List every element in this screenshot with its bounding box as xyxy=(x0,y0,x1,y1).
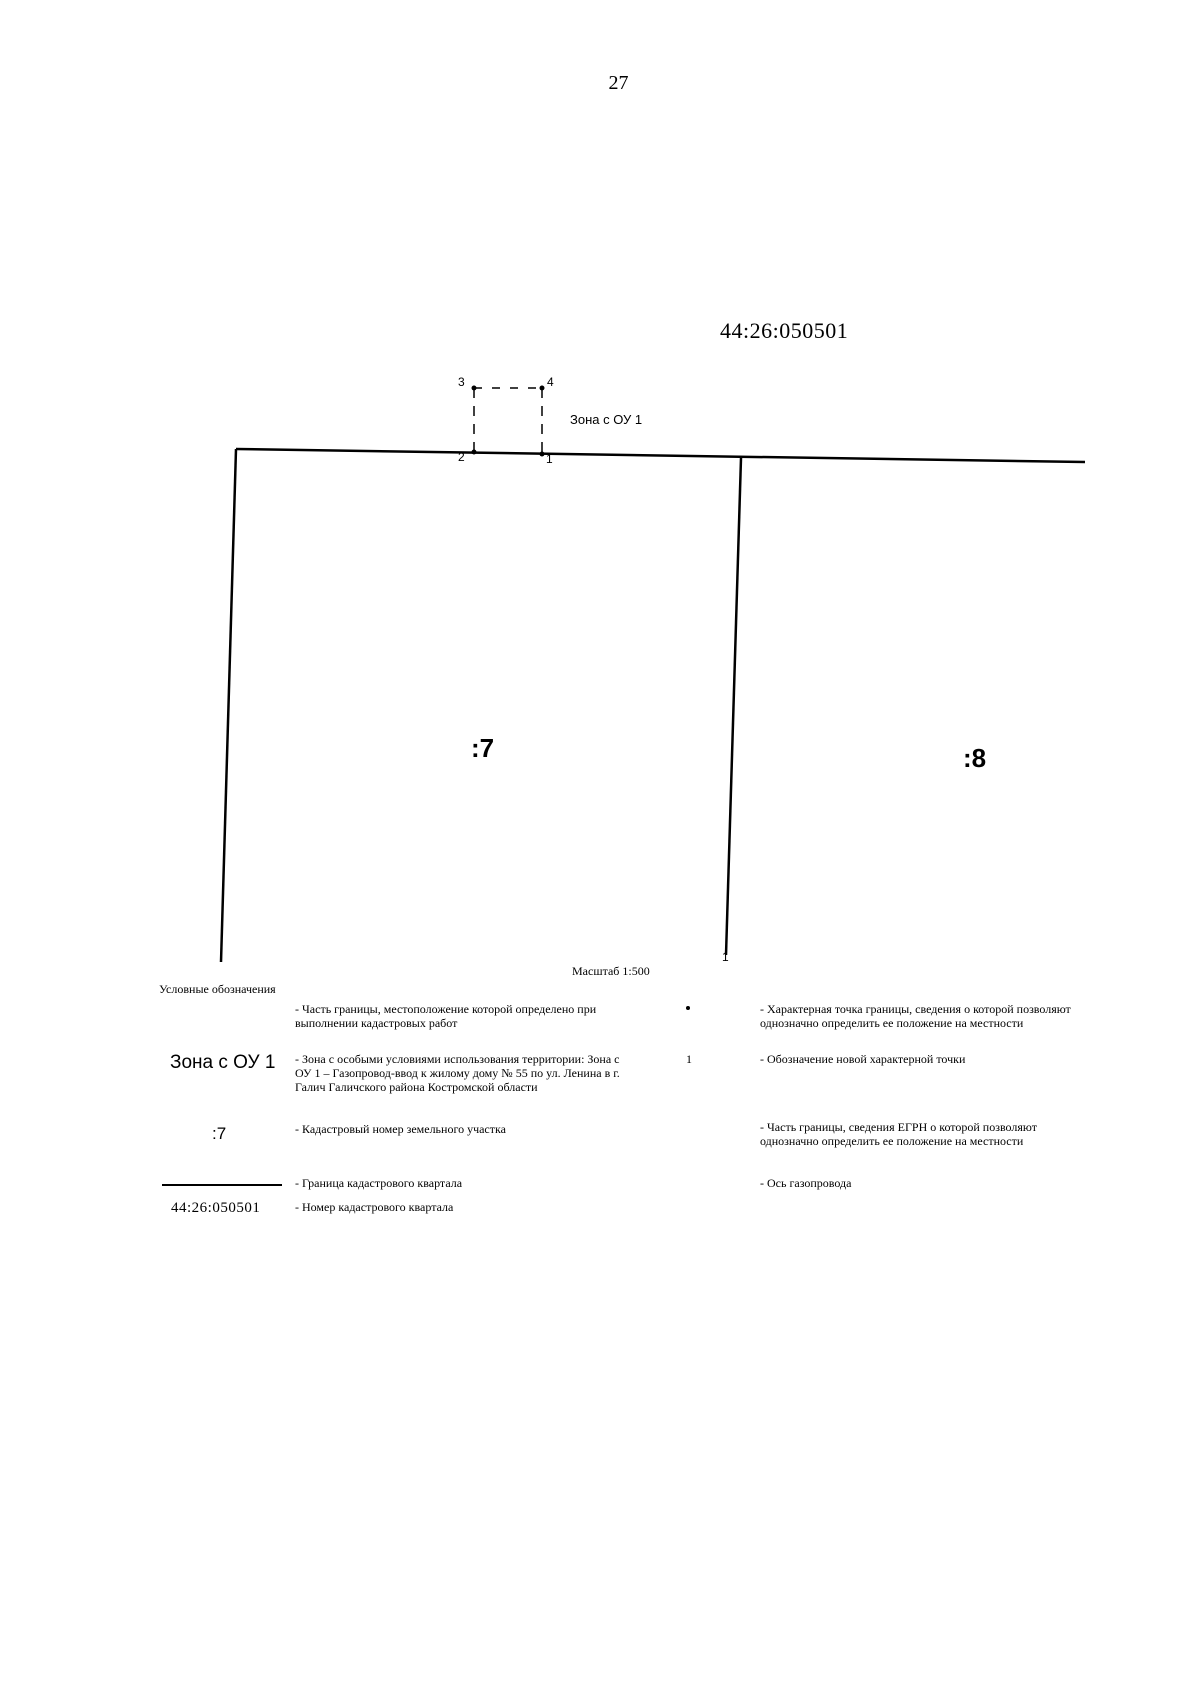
legend-quarter-line-text: - Граница кадастрового квартала xyxy=(295,1176,463,1190)
legend-quarter-number-symbol: 44:26:050501 xyxy=(171,1200,261,1216)
quarter-boundary-top xyxy=(236,449,1085,462)
parcel-boundary-middle xyxy=(726,458,741,955)
point-label-1: 1 xyxy=(546,452,553,466)
legend-cadastral-number-text: - Кадастровый номер земельного участка xyxy=(295,1122,506,1136)
legend-gas-axis-text: - Ось газопровода xyxy=(760,1176,852,1190)
legend-zone-text: - Зона с особыми условиями использования территории: Зона с ОУ 1 – Газопровод-ввод к жилому дому № 55 по ул. Ленина в г. Галич Галичского района Костромской области xyxy=(295,1052,620,1094)
legend-point-text: - Характерная точка границы, сведения о которой позволяют однозначно определить ее положение на местности xyxy=(760,1002,1071,1030)
legend-new-point-text: - Обозначение новой характерной точки xyxy=(760,1052,966,1066)
point-marker-3 xyxy=(472,386,477,391)
cadastral-quarter-number: 44:26:050501 xyxy=(720,318,849,343)
point-label-4: 4 xyxy=(547,375,554,389)
legend-zone-symbol: Зона с ОУ 1 xyxy=(170,1052,276,1073)
scale-label: Масштаб 1:500 xyxy=(572,964,650,978)
legend-egrn-boundary-text: - Часть границы, сведения ЕГРН о которой позволяют однозначно определить ее положение на местности xyxy=(760,1120,1037,1148)
legend-quarter-number-text: - Номер кадастрового квартала xyxy=(295,1200,454,1214)
legend-part-known-text: - Часть границы, местоположение которой определено при выполнении кадастровых работ xyxy=(295,1002,597,1030)
legend-point-symbol xyxy=(686,1006,690,1010)
point-marker-2 xyxy=(472,450,477,455)
legend-quarter-line-symbol xyxy=(162,1184,282,1186)
point-marker-1 xyxy=(540,452,545,457)
point-marker-4 xyxy=(540,386,545,391)
parcel-boundary-left xyxy=(221,449,236,962)
page-number: 27 xyxy=(608,72,629,94)
legend-new-point-symbol: 1 xyxy=(686,1052,692,1066)
parcel-number-left: :7 xyxy=(471,733,495,763)
point-label-1-bottom: 1 xyxy=(722,950,729,964)
legend-cadastral-number-symbol: :7 xyxy=(212,1124,227,1143)
parcel-number-right: :8 xyxy=(963,743,987,773)
point-label-2: 2 xyxy=(458,450,465,464)
zone-label: Зона с ОУ 1 xyxy=(570,412,643,427)
point-label-3: 3 xyxy=(458,375,465,389)
legend-title: Условные обозначения xyxy=(159,982,276,996)
